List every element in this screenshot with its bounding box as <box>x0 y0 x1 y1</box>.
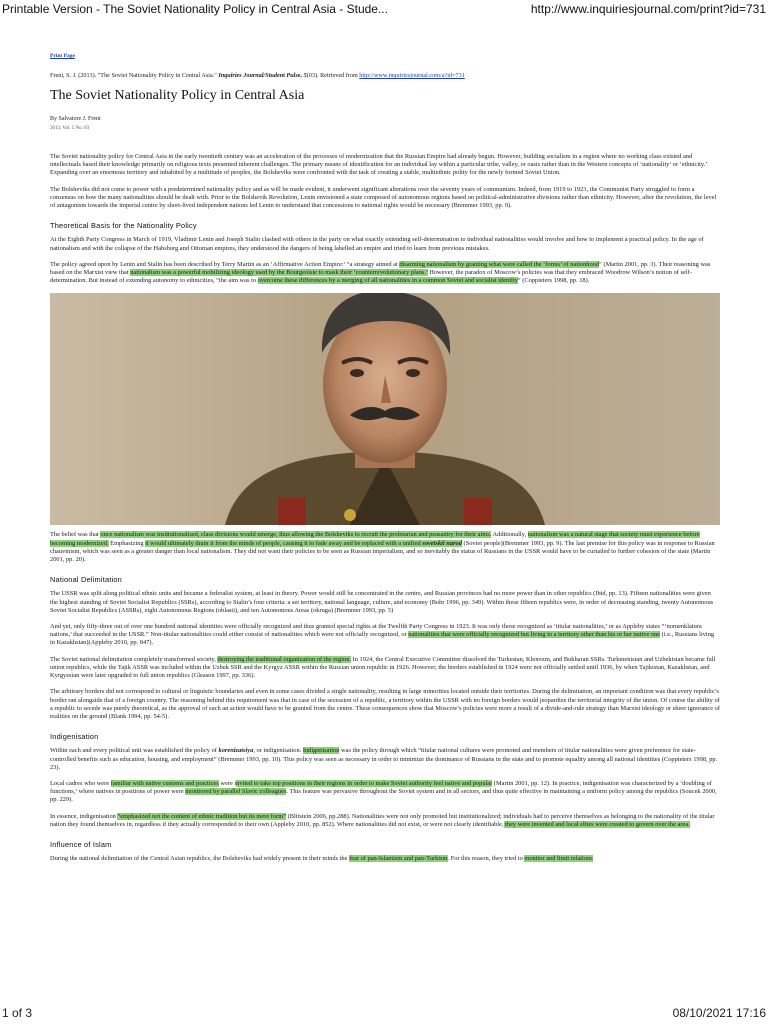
paragraph-12 <box>50 813 720 829</box>
print-page-link[interactable]: Print Page <box>50 53 75 59</box>
text-run: were i <box>218 779 237 787</box>
text-run: ” (Coppieters 1998, pp. 18). <box>517 277 590 285</box>
text-run: Within each and every political unit was established the policy of <box>50 747 219 755</box>
highlighted-text: familiar with native customs and practices <box>110 779 219 787</box>
paragraph-5 <box>50 531 720 564</box>
highlighted-term: sovetskii narod <box>422 539 462 547</box>
article-document <box>50 52 720 871</box>
highlighted-text: it would ultimately drain it from the minds of people, causing it to fade away and be replaced with a unified <box>145 539 423 547</box>
highlighted-text: nationalism was a powerful mobilizing ideology used by the Bourgeoisie to mask their ‘counterrevolutionary plans.’ <box>130 269 428 277</box>
page-count: 1 of 3 <box>2 1006 33 1020</box>
highlighted-text: destroying the traditional organization of the region. <box>217 655 352 663</box>
highlighted-text: monitored by parallel Slavic colleagues <box>185 788 287 796</box>
text-run: (i.e., Russians living in Kazakhstan)(Appleby 2010, pp. 847). <box>50 631 715 647</box>
text-run: ” (Martin 2001, pp. 3). Their reasoning was based on the Marxist view that <box>50 260 711 277</box>
paragraph-4 <box>50 261 720 286</box>
text-run: In essence, indigenisation <box>50 812 118 820</box>
citation-text: Freni, S. J. (2013). "The Soviet Nationality Policy in Central Asia." <box>50 72 219 80</box>
portrait-illustration <box>50 293 720 525</box>
heading-indigenisation: Indigenisation <box>50 732 99 742</box>
citation-issue: (03). Retrieved from <box>306 72 360 80</box>
text-run: The policy agreed upon by Lenin and Stalin has been described by Terry Martin as an ‘Affirmative Action Empire:’ “a strategy aimed at <box>50 260 400 268</box>
text-run: And yet, only fifty-three out of over one hundred national identities were officially recognized and thus granted special rights at the Twelfth Party Congress in 1923. It was only those recognized as ‘titular nationalities,’ or as Appleby states “‘nomenklatura nations,’ that succeeded in the USSR.” Non-titular nationalities could either consist of nationalities which were not officially recognized, or <box>50 623 702 639</box>
paragraph-1: The Soviet nationality policy for Central Asia in the early twentieth century was an acceleration of the processes of modernization that the Russian Empire had already begun. However, building socialism in a region where no working class existed and intellectuals based their knowledge primarily on religious texts presented inherent challenges. The primary means of identification for an individual lay within a particular tribe, valley, or oasis rather than in the Western concepts of ‘nationality’ or ‘ethnicity.’ Expanding over an enormous territory and inhabited by a multitude of peoples, the Bolsheviks were confronted with the task of creating a stable, multiethnic polity for the newly formed Soviet Union. <box>50 153 707 177</box>
paragraph-6: The USSR was split along political ethnic units and became a federalist system, at least in theory. Power would still be concentrated in the centre, and Russian provinces had no more power than in other republics (Ibid, pp. 13). Fifteen nationalities were given the highest standing of Soviet Socialist Republics (SSRs), according to Stalin’s four criteria: a set territory, national language, culture, and economy (Bohr 1996, pp. 349). Within these fifteen republics were, in order of decreasing standing, twenty Autonomous Soviet Socialist Republics (ASSRs), eight Autonomous Regions (oblasti), and ten Autonomous Areas (okruga) (Bremmer 1993, pp. 5) <box>50 590 714 614</box>
highlighted-text: overcome these differences by a merging of all nationalities in a common Soviet and socialist identity <box>257 277 518 285</box>
text-run: . This feature was pervasive throughout the Soviet system and in all sectors, and thus quite effective in maintaining a uniform policy among the republics (Soucek 2000, pp. 229). <box>50 788 717 804</box>
paragraph-11 <box>50 780 720 805</box>
text-run: (Blitstein 2006, pp.288). Nationalities were not only promoted but institutionalized; individuals had to perceive themselves as belonging to the nationality of the titular nation they found themselves in, regardless if they actually corresponded to their own (Appleby 2010, pp. 852). Where nationalities did not exist, or were not clearly identifiable, <box>50 812 715 828</box>
citation <box>50 72 720 80</box>
paragraph-2: The Bolsheviks did not come to power with a predetermined nationality policy and as will be made evident, it underwent significant alterations over the seventy years of communism. Indeed, from 1919 to 1923, the Communist Party struggled to form a consensus on how the many nationalities should be dealt with. Prior to the Bolshevik Revolution, Lenin envisioned a state composed of autonomous regions based on political-administrative divisions rather than ethnicity. However, after the revolution, the level of antagonism towards the imperial centre by short-lived independent nations led Lenin to understand that concessions to national rights would be necessary (Bremmer 1993, pp. 9). <box>50 185 717 210</box>
highlighted-text: Indigenisation <box>302 747 340 755</box>
citation-journal: Inquiries Journal/Student Pulse, 5 <box>218 72 307 80</box>
paragraph-13 <box>50 855 720 863</box>
paragraph-8 <box>50 656 720 681</box>
paragraph-7 <box>50 623 720 648</box>
browser-print-footer <box>0 1002 768 1024</box>
highlighted-text: nationalism was a natural stage that society must experience before becoming modernized. <box>50 531 700 547</box>
text-run: In 1924, the Central Executive Committee dissolved the Turkestan, Khorezm, and Bukharan SSRs. Turkmenistan and Uzbekistan became full union republics, while the Tajik ASSR was included within the Uzbek SSR and the Kyrgyz ASSR within the Russian union republic in 1926. However, the borders established in 1924 were not officially settled until 1936, by when Tajikistan, Kazakhstan, and Kyrgyzstan were later upgraded to full union republics (Gleason 1997, pp. 336). <box>50 655 716 680</box>
text-run: During the national delimitation of the Central Asian republics, the Bolsheviks had widely present in their minds the <box>50 855 350 863</box>
text-run: , or indigenisation. <box>253 747 303 755</box>
heading-influence-of-islam: Influence of Islam <box>50 839 112 849</box>
text-run: The belief was that <box>50 531 101 539</box>
paragraph-10 <box>50 747 720 772</box>
highlighted-text: nvited to take top positions in their regions in order to make Soviet authority feel native and popular <box>236 779 493 787</box>
text-run: (Soviet people)(Bremmer 1993, pp. 9). The last premise for this policy was in response to Russian chauvinism, which was seen as a greater danger than local nationalism. They did not want their policies to be seen as Russian imperialism, and so inevitably the status of Russians in the USSR would have to be curtailed to further cohesion of the state (Martin 2001, pp. 20). <box>50 539 715 564</box>
text-run: was the policy through which “titular national cultures were promoted and members of titular nationalities were given preference for state-controlled benefits such as education, housing, and employment” (Bremmer 1993, pp. 10). This policy was seen as necessary in order to minimize the dominance of Russians in the state and to promote equality among all national identities (Coppieters 1998, pp. 23). <box>50 747 718 771</box>
text-run: The Soviet national delimitation completely transformed society, <box>50 655 218 663</box>
highlighted-text: disarming nationalism by granting what were called the ‘forms’ of nationhood <box>399 260 600 268</box>
highlighted-text: once nationalism was institutionalised, class divisions would emerge, thus allowing the Bolsheviks to recruit the proletarian and peasantry for their aims. <box>100 531 492 539</box>
stalin-portrait-photo <box>50 293 720 525</box>
text-run: Local cadres who were <box>50 779 111 787</box>
text-run: However, the paradox of Moscow’s policies was that they embraced Woodrow Wilson’s notion of self-determination. But instead of extending autonomy to ethnicities, “the aim was to <box>50 269 692 285</box>
highlighted-text: fear of pan-Islamism and pan-Turkism <box>349 855 448 863</box>
paragraph-3: At the Eighth Party Congress in March of 1919, Vladimir Lenin and Joseph Stalin clashed with others in the party on what exactly extending self-determination to individual nationalities would involve and how to implement a practical policy. In the age of nationalism and with the collapse of the Habsburg and Ottoman empires, they understood the dangers of being labelled an empire and tried to learn from previous mistakes. <box>50 236 704 252</box>
print-timestamp: 08/10/2021 17:16 <box>672 1006 766 1020</box>
text-run: . For this reason, they tried to <box>447 855 525 863</box>
print-header-url: http://www.inquiriesjournal.com/print?id=731 <box>530 2 766 16</box>
highlighted-text: they were invented and local elites were created to govern over the area. <box>503 820 690 828</box>
text-run: Additionally, <box>491 531 528 539</box>
highlighted-text: nationalities that were officially recognized but living in a territory other than his or her native one <box>408 631 661 639</box>
heading-theoretical-basis: Theoretical Basis for the Nationality Policy <box>50 221 197 231</box>
text-run: (Martin 2001, pp. 12). In practice, indigenisation was characterized by a ‘doubling of functions,’ where natives in positions of power were <box>50 779 712 796</box>
paragraph-9: The arbitrary borders did not correspond to cultural or linguistic boundaries and even in some cases divided a single nationality, resulting in large minorities located outside their territories. During the delimitation, an important condition was that every republic’s border ran alongside that of a foreign country. The reasoning behind this requirement was that in case of the secession of a republic, a territory within the USSR with no foreign borders would jeopardize the territorial integrity of the union. Of course the ability of a republic to secede was purely theoretical, as the approval of such an action would have to be granted from the centre. These consequences show that Moscow’s policies were more a result of a divide-and-rule strategy than Marxist ideology or sheer ignorance of realities on the ground (Blank 1994, pp. 54-5). <box>50 688 720 720</box>
highlighted-text: monitor and limit relations <box>524 855 593 863</box>
highlighted-text: “emphasized not the content of ethnic tradition but its mere form” <box>117 812 287 820</box>
browser-print-header <box>0 0 768 22</box>
citation-url-link[interactable]: http://www.inquiriesjournal.com/a?id=731 <box>359 72 465 80</box>
term-korenizatsiya: korenizatsiya <box>218 747 254 755</box>
print-header-title: Printable Version - The Soviet Nationality Policy in Central Asia - Stude... <box>2 2 388 16</box>
text-run: Emphasizing <box>108 539 146 547</box>
volume-info: 2013, Vol. 5 No. 03 <box>50 125 90 131</box>
byline: By Salvatore J. Freni <box>50 115 101 122</box>
heading-national-delimitation: National Delimitation <box>50 575 122 585</box>
article-title: The Soviet Nationality Policy in Central Asia <box>50 88 305 104</box>
